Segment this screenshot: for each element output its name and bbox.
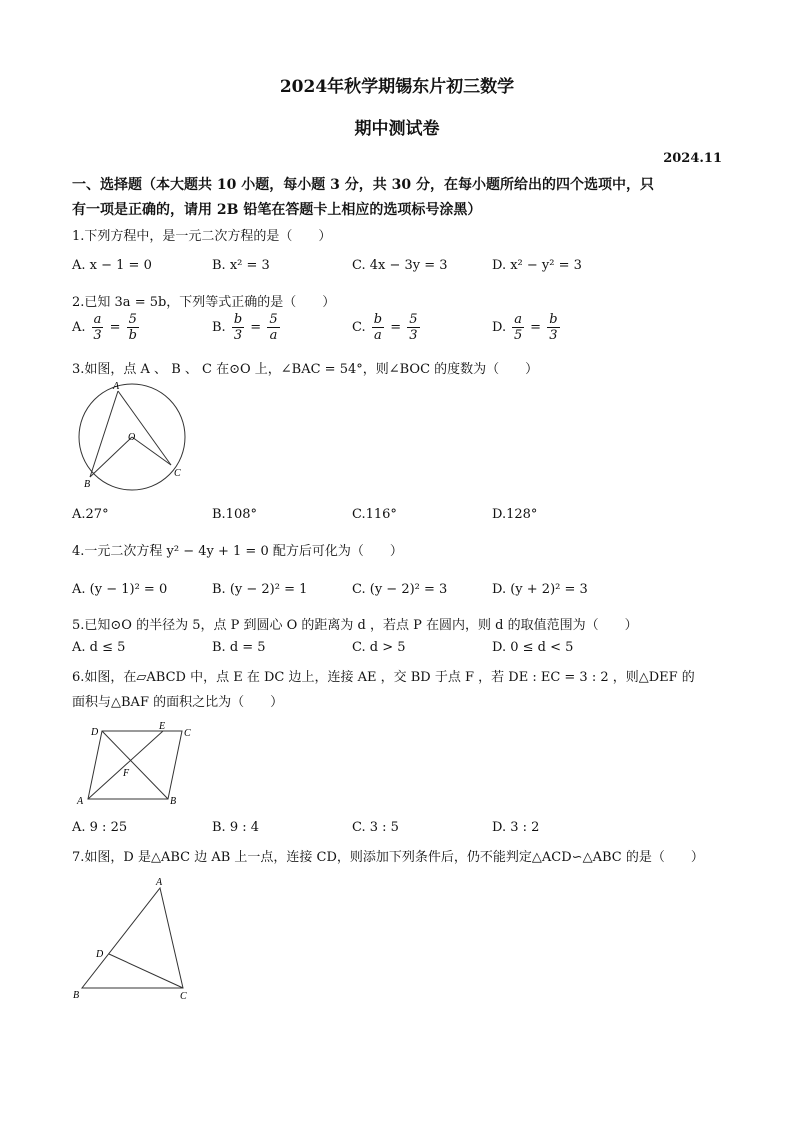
q3-stem: 3.如图，点 A 、 B 、 C 在⊙O 上，∠BAC = 54°，则∠BOC 的度数为（ ） <box>72 362 539 377</box>
label-b: B <box>170 796 177 807</box>
q2-a-frac2 <box>127 312 139 343</box>
numerator: b <box>373 312 383 327</box>
q7-stem: 7.如图，D 是△ABC 边 AB 上一点，连接 CD，则添加下列条件后，仍不能判定△ACD∽△ABC 的是（ ） <box>72 850 704 865</box>
label-c: C <box>174 468 181 479</box>
q3-option-d: D.128° <box>492 507 538 522</box>
q2-b-frac2 <box>267 312 279 343</box>
q2-option-a <box>72 312 141 343</box>
segment-ae <box>88 731 163 799</box>
q2-d-frac1 <box>512 312 524 343</box>
label-a: A <box>156 877 163 888</box>
q4-option-c: C. (y − 2)² = 3 <box>352 582 448 597</box>
q4-option-a: A. (y − 1)² = 0 <box>72 582 168 597</box>
q5-option-a: A. d ≤ 5 <box>72 640 126 655</box>
triangle-abc <box>82 888 183 988</box>
q2-c-frac1 <box>372 312 384 343</box>
q4-option-b: B. (y − 2)² = 1 <box>212 582 308 597</box>
q6-option-b: B. 9 : 4 <box>212 820 260 835</box>
q3-option-b: B.108° <box>212 507 257 522</box>
numerator: 5 <box>409 312 418 327</box>
label-f: F <box>123 768 130 779</box>
q2-c-label: C. <box>352 320 366 335</box>
q2-a-label: A. <box>72 320 86 335</box>
q2-b-label: B. <box>212 320 226 335</box>
label-a: A <box>77 796 84 807</box>
q6-stem-line1: 6.如图，在▱ABCD 中，点 E 在 DC 边上，连接 AE ，交 BD 于点 F ，若 DE : EC = 3 : 2 ，则△DEF 的 <box>72 670 695 685</box>
q1-option-c: C. 4x − 3y = 3 <box>352 258 448 273</box>
label-b: B <box>84 479 91 490</box>
equals-sign: = <box>250 320 262 335</box>
q2-option-c <box>352 312 422 343</box>
q4-option-d: D. (y + 2)² = 3 <box>492 582 588 597</box>
numerator: a <box>514 312 522 327</box>
q5-stem: 5.已知⊙O 的半径为 5，点 P 到圆心 O 的距离为 d ，若点 P 在圆内，则 d 的取值范围为（ ） <box>72 618 638 633</box>
exam-date: 2024.11 <box>663 151 722 166</box>
q5-option-b: B. d = 5 <box>212 640 266 655</box>
label-d: D <box>91 727 99 738</box>
q6-option-a: A. 9 : 25 <box>72 820 128 835</box>
q2-d-frac2 <box>547 312 559 343</box>
q2-a-frac1 <box>92 312 104 343</box>
q1-option-b: B. x² = 3 <box>212 258 270 273</box>
numerator: b <box>549 312 558 327</box>
denominator: 3 <box>409 328 418 343</box>
segment-ac <box>118 391 171 465</box>
label-a: A <box>113 381 120 392</box>
q1-option-d: D. x² − y² = 3 <box>492 258 582 273</box>
numerator: 5 <box>269 312 278 327</box>
q3-option-a: A.27° <box>72 507 109 522</box>
q2-b-frac1 <box>232 312 244 343</box>
q2-option-b <box>212 312 282 343</box>
numerator: a <box>93 312 102 327</box>
label-b: B <box>73 990 80 1001</box>
denominator: b <box>128 328 137 343</box>
q6-parallelogram-figure <box>72 718 202 810</box>
denominator: a <box>374 328 382 343</box>
label-c: C <box>180 991 187 1002</box>
q5-option-c: C. d > 5 <box>352 640 406 655</box>
denominator: 3 <box>93 328 102 343</box>
label-d: D <box>96 949 104 960</box>
q1-stem: 1.下列方程中，是一元二次方程的是（ ） <box>72 229 332 244</box>
q2-d-label: D. <box>492 320 507 335</box>
q2-option-d <box>492 312 562 343</box>
equals-sign: = <box>109 320 121 335</box>
segment-oc <box>132 437 171 465</box>
denominator: a <box>269 328 278 343</box>
label-c: C <box>184 728 191 739</box>
diagonal-bd <box>102 731 168 799</box>
denominator: 3 <box>549 328 558 343</box>
exam-subtitle: 期中测试卷 <box>354 119 440 139</box>
q3-circle-figure <box>70 380 194 492</box>
q1-option-a: A. x − 1 = 0 <box>72 258 152 273</box>
exam-title: 2024年秋学期锡东片初三数学 <box>279 77 515 97</box>
label-o: O <box>128 432 136 443</box>
q3-option-c: C.116° <box>352 507 397 522</box>
q4-stem: 4.一元二次方程 y² − 4y + 1 = 0 配方后可化为（ ） <box>72 544 403 559</box>
section-heading-line2: 有一项是正确的，请用 2B 铅笔在答题卡上相应的选项标号涂黑） <box>72 202 482 218</box>
denominator: 5 <box>513 328 523 343</box>
q2-stem: 2.已知 3a = 5b，下列等式正确的是（ ） <box>72 295 336 310</box>
equals-sign: = <box>530 320 542 335</box>
segment-cd <box>109 954 183 988</box>
numerator: 5 <box>128 312 137 327</box>
q6-option-d: D. 3 : 2 <box>492 820 540 835</box>
q5-option-d: D. 0 ≤ d < 5 <box>492 640 574 655</box>
equals-sign: = <box>390 320 402 335</box>
q2-c-frac2 <box>407 312 419 343</box>
q6-stem-line2: 面积与△BAF 的面积之比为（ ） <box>72 695 284 710</box>
section-heading-line1: 一、选择题（本大题共 10 小题，每小题 3 分，共 30 分，在每小题所给出的四个选项中，只 <box>72 177 654 193</box>
q7-triangle-figure <box>70 874 200 1004</box>
denominator: 3 <box>233 328 243 343</box>
label-e: E <box>159 721 166 732</box>
q6-option-c: C. 3 : 5 <box>352 820 399 835</box>
numerator: b <box>233 312 243 327</box>
